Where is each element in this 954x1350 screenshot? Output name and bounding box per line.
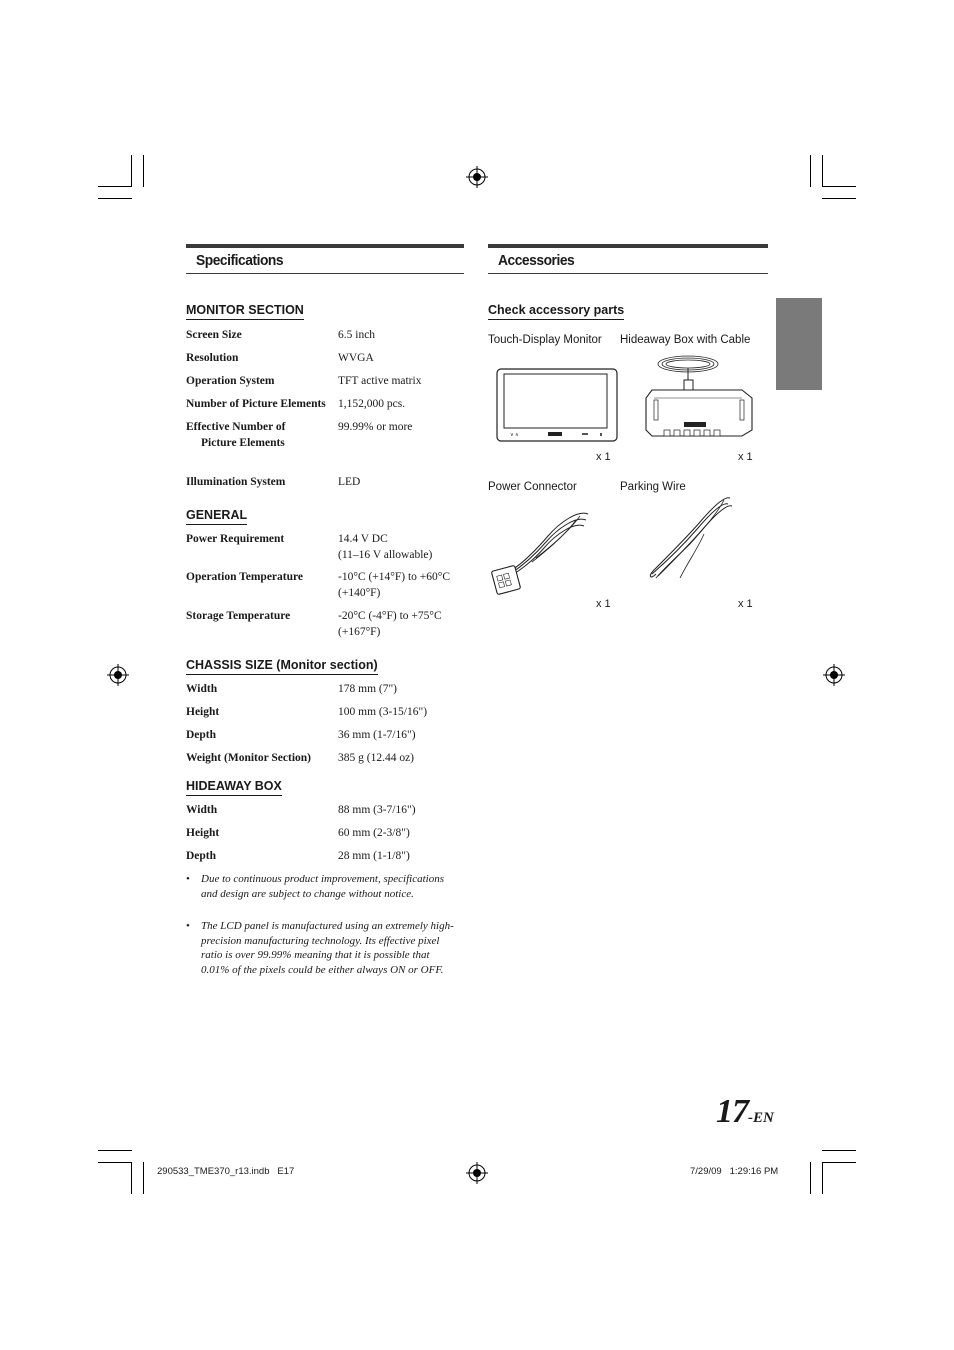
specifications-header	[186, 244, 464, 274]
accessory-quantity: x 1	[596, 598, 611, 610]
accessories-title: Accessories	[498, 252, 575, 269]
chassis-size-heading: CHASSIS SIZE (Monitor section)	[186, 658, 378, 675]
spec-row: Power Requirement 14.4 V DC (11–16 V allowable)	[186, 533, 433, 561]
language-tab	[776, 298, 822, 390]
page-number	[716, 1092, 774, 1138]
accessory-label: Hideaway Box with Cable	[620, 334, 751, 346]
hideaway-box-illustration-icon	[644, 350, 756, 442]
parking-wire-illustration-icon	[644, 494, 736, 584]
page-number-suffix: -EN	[748, 1110, 774, 1126]
hideaway-box-heading: HIDEAWAY BOX	[186, 779, 282, 796]
registration-mark-left-icon	[107, 664, 129, 686]
spec-row: Effective Number of Picture Elements 99.99% or more	[186, 421, 413, 449]
registration-mark-top-icon	[466, 166, 488, 188]
specifications-title: Specifications	[196, 252, 284, 269]
page-number-value: 17	[716, 1093, 748, 1130]
monitor-illustration-icon	[496, 368, 618, 442]
accessory-quantity: x 1	[738, 451, 753, 463]
footer-timestamp: 7/29/09 1:29:16 PM	[690, 1166, 779, 1177]
monitor-section-heading: MONITOR SECTION	[186, 303, 304, 320]
spec-row: Operation Temperature -10°C (+14°F) to +60°C (+140°F)	[186, 571, 451, 599]
svg-text:∨ ∧: ∨ ∧	[510, 432, 519, 438]
accessories-header	[488, 244, 768, 274]
registration-mark-bottom-icon	[466, 1162, 488, 1184]
accessory-label: Power Connector	[488, 481, 577, 493]
check-accessory-heading: Check accessory parts	[488, 303, 624, 320]
footer-file-info: 290533_TME370_r13.indb E17	[157, 1166, 295, 1177]
accessory-quantity: x 1	[596, 451, 611, 463]
accessory-label: Touch-Display Monitor	[488, 334, 602, 346]
general-heading: GENERAL	[186, 508, 247, 525]
power-connector-illustration-icon	[490, 508, 594, 600]
note-item: • Due to continuous product improvement, specifications and design are subject to change without notice.	[186, 873, 444, 900]
spec-row: Storage Temperature -20°C (-4°F) to +75°C (+167°F)	[186, 610, 442, 638]
note-item: • The LCD panel is manufactured using an extremely high-precision manufacturing technology. Its effective pixel ratio is over 99.99% meaning that it is possible that 0.01% of the pixels could be either always ON or OFF.	[186, 920, 454, 976]
accessory-label: Parking Wire	[620, 481, 686, 493]
registration-mark-right-icon	[823, 664, 845, 686]
accessory-quantity: x 1	[738, 598, 753, 610]
